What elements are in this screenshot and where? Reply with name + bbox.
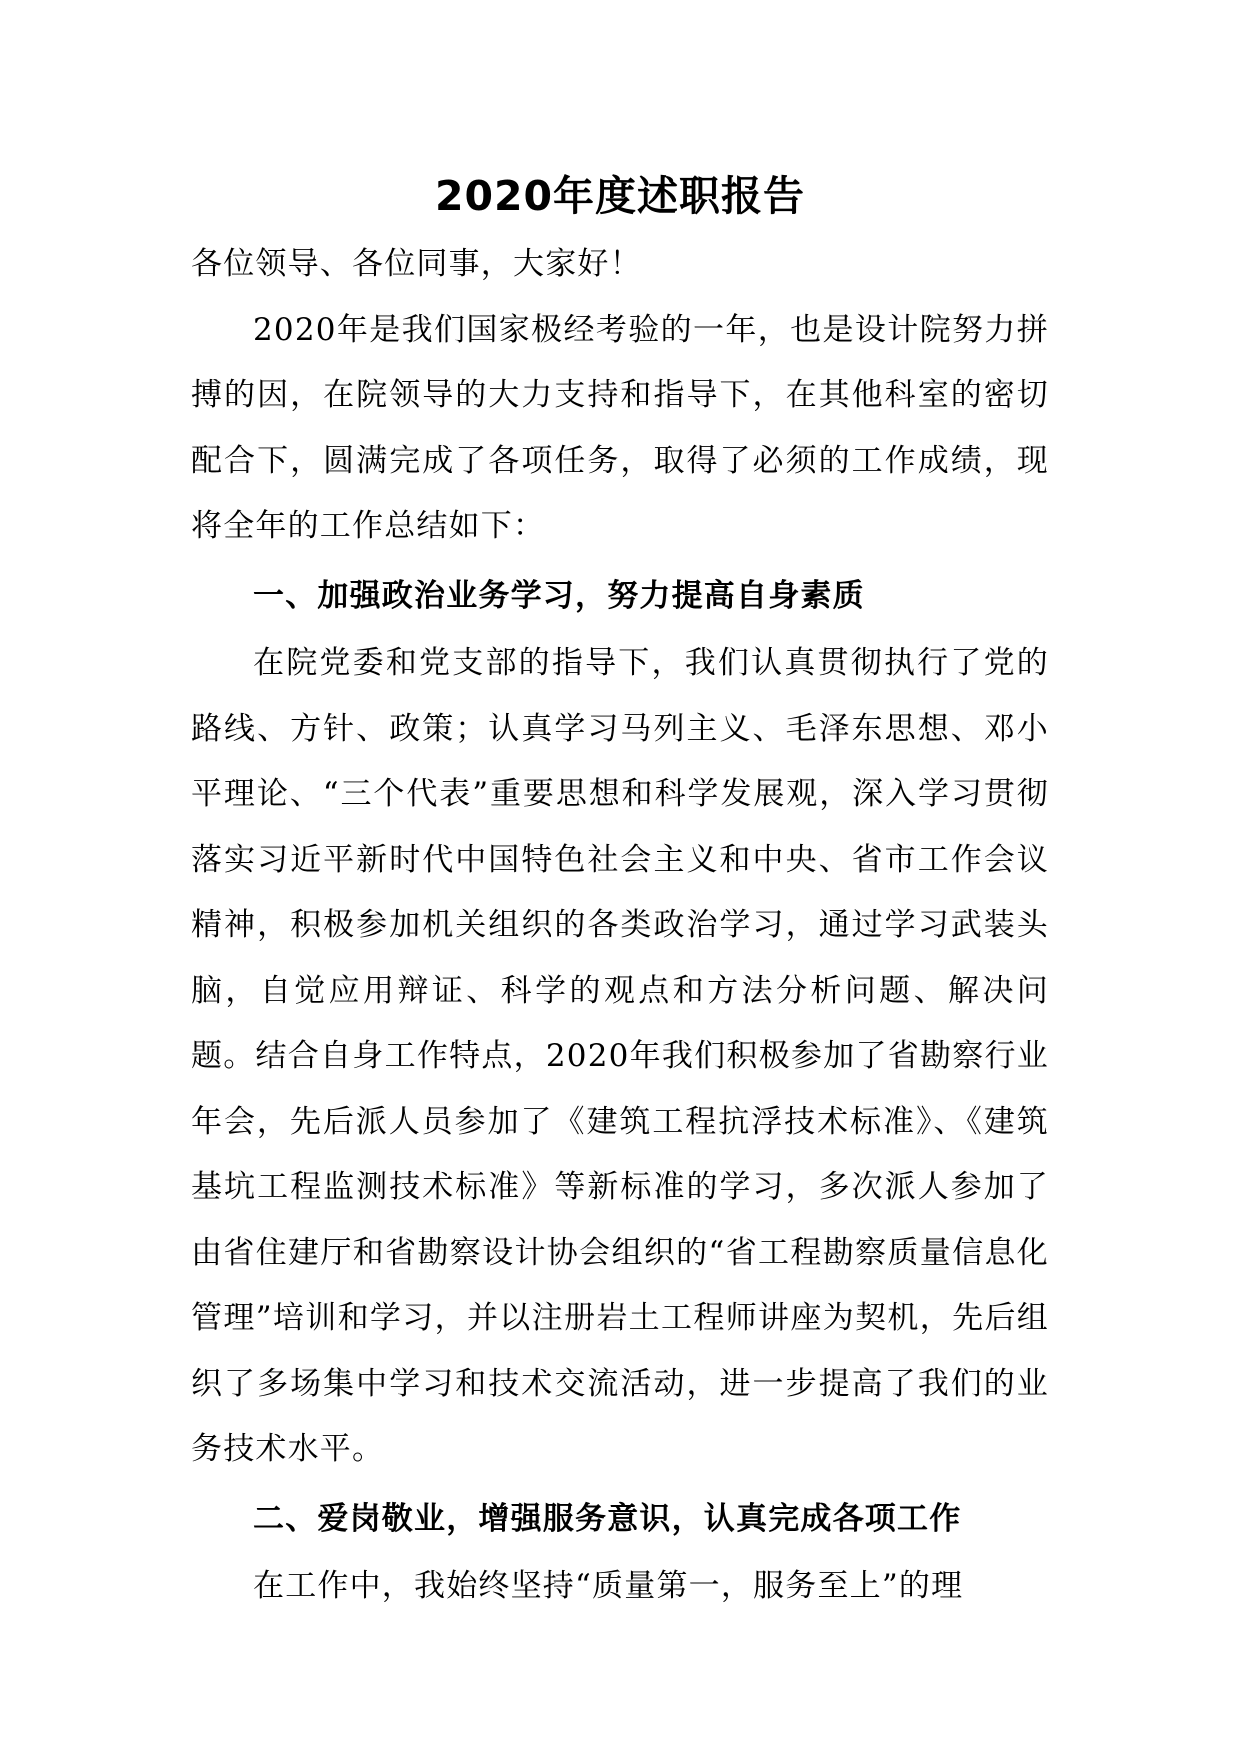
section-1-heading: 一、加强政治业务学习，努力提高自身素质 [253,577,865,614]
section-2-paragraph: 在工作中，我始终坚持“质量第一，服务至上”的理 [253,1568,964,1604]
document-body [191,232,1049,1620]
greeting: 各位领导、各位同事，大家好！ [191,246,642,282]
section-1-paragraph: 在院党委和党支部的指导下，我们认真贯彻执行了党的路线、方针、政策；认真学习马列主义、毛泽东思想、邓小平理论、“三个代表”重要思想和科学发展观，深入学习贯彻落实习近平新时代中国特色社会主义和中央、省市工作会议精神，积极参加机关组织的各类政治学习，通过学习武装头脑，自觉应用辩证、科学的观点和方法分析问题、解决问题。结合自身工作特点，2020年我们积极参加了省勘察行业年会，先后派人员参加了《建筑工程抗浮技术标准》、《建筑基坑工程监测技术标准》等新标准的学习，多次派人参加了由省住建厅和省勘察设计协会组织的“省工程勘察质量信息化管理”培训和学习，并以注册岩土工程师讲座为契机，先后组织了多场集中学习和技术交流活动，进一步提高了我们的业务技术水平。 [191,645,1049,1467]
section-2-heading: 二、爱岗敬业，增强服务意识，认真完成各项工作 [253,1500,962,1537]
document-title: 2020年度述职报告 [434,172,806,220]
intro-paragraph: 2020年是我们国家极经考验的一年，也是设计院努力拼搏的因，在院领导的大力支持和指导下，在其他科室的密切配合下，圆满完成了各项任务，取得了必须的工作成绩，现将全年的工作总结如下： [191,311,1049,544]
